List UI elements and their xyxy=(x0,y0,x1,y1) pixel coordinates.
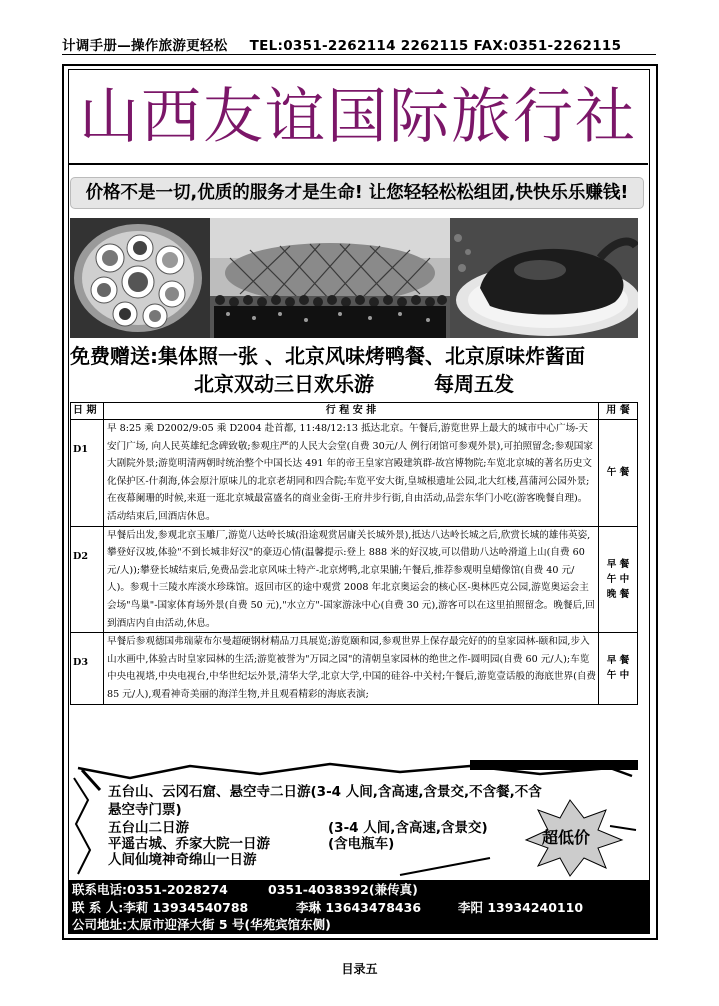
tour-item: 五台山二日游 xyxy=(108,820,189,836)
free-gift-line: 免费赠送:集体照一张 、北京风味烤鸭餐、北京原味炸酱面 xyxy=(70,344,585,368)
day-meal: 早 餐 午 中 xyxy=(599,633,638,704)
header-meal: 用 餐 xyxy=(599,403,638,420)
table-header-row xyxy=(71,403,638,420)
day-meal: 午 餐 xyxy=(599,420,638,527)
tour-item: (3-4 人间,含高速,含景交) xyxy=(328,820,488,836)
day-label: D2 xyxy=(71,526,104,633)
slogan-banner: 价格不是一切,优质的服务才是生命! 让您轻轻松松组团,快快乐乐赚钱! xyxy=(70,177,644,209)
contact-phone-fax: 0351-4038392(兼传真) xyxy=(268,882,418,897)
day-plan: 早餐后参观德国弗瑞蒙布尔曼超硬钢材精品刀具展览;游览颐和园,参观世界上保存最完好的的皇家园林-颐和园,步入山水画中,体验古时皇家园林的生活;游览被誉为"万园之园"的清朝皇家园林的绝世之作-圆明园(自费 60 元/人);车览中央电视塔,中央电视台,中华世纪坛外景,清华大学,北京大学,中国的硅谷-中关村;午餐后,游览壹话般的海底世界(自费 85 元/人),观看神奇美丽的海洋生物,并且观看精彩的海底表演; xyxy=(104,633,599,704)
contact-address: 公司地址:太原市迎泽大街 5 号(华苑宾馆东侧) xyxy=(72,917,331,932)
table-row xyxy=(71,526,638,633)
day-plan: 早 8:25 乘 D2002/9:05 乘 D2004 赴首都, 11:48/12:13 抵达北京。午餐后,游览世界上最大的城市中心广场-天安门广场, 向人民英雄纪念碑致敬;参观庄严的人民大会堂(自费 30元/人 例行闭馆可参观外景),可拍照留念;参观国家大剧院外景;游览明清两朝时统治整个中国长达 491 年的帝王皇家宫殿建筑群-故宫博物院;车览北京城的著名历史文化保护区-什刹海,体会原汁原味儿的北京老胡同和四合院;车览平安大街,皇城根遗址公园,北大红楼,菖蒲河公园外景;在夜幕阑珊的时候,来逛一逛北京城最富盛名的商业金街-王府井步行街,自由活动,品尝东华门小吃(游客晚餐自理)。活动结束后,回酒店休息。 xyxy=(104,420,599,527)
tour-item: 人间仙境神奇绵山一日游 xyxy=(108,852,257,868)
tour-item: 悬空寺门票) xyxy=(108,802,182,818)
tour-item: 平遥古城、乔家大院一日游 xyxy=(108,836,270,852)
header-rule xyxy=(62,54,656,55)
day-label: D1 xyxy=(71,420,104,527)
top-header xyxy=(62,34,656,54)
header-contact: TEL:0351-2262114 2262115 FAX:0351-2262115 xyxy=(249,38,622,54)
route-name: 北京双动三日欢乐游 xyxy=(194,372,374,396)
food-platter-photo xyxy=(70,218,210,338)
roast-duck-photo xyxy=(450,218,638,338)
route-schedule: 每周五发 xyxy=(434,372,514,396)
header-day: 日 期 xyxy=(71,403,104,420)
contact-block xyxy=(68,880,650,934)
low-price-badge: 超低价 xyxy=(542,828,591,847)
contact-person-1: 联 系 人:李莉 13934540788 xyxy=(72,900,249,915)
photo-strip xyxy=(70,218,638,338)
day-meal: 早 餐 午 中 晚 餐 xyxy=(599,526,638,633)
contact-phone: 联系电话:0351-2028274 xyxy=(72,882,228,897)
route-heading xyxy=(70,370,638,398)
table-row xyxy=(71,633,638,704)
contact-person-3: 李阳 13934240110 xyxy=(458,900,584,915)
tour-item: (含电瓶车) xyxy=(328,836,395,852)
header-slogan: 计调手册—操作旅游更轻松 xyxy=(62,38,228,54)
agency-title: 山西友谊国际旅行社 xyxy=(79,82,637,152)
birds-nest-group-photo xyxy=(210,218,450,338)
table-row xyxy=(71,420,638,527)
day-label: D3 xyxy=(71,633,104,704)
header-plan: 行 程 安 排 xyxy=(104,403,599,420)
page-number: 目录五 xyxy=(341,962,378,976)
tour-item: 五台山、云冈石窟、悬空寺二日游(3-4 人间,含高速,含景交,不含餐,不含 xyxy=(108,784,542,800)
day-plan: 早餐后出发,参观北京玉雕厂,游览八达岭长城(沿途观赏居庸关长城外景),抵达八达岭长城之后,欣赏长城的雄伟英姿,攀登好汉坡,体验"不到长城非好汉"的豪迈心情(温馨提示:登上 888 米的好汉坡,可以借助八达岭滑道上山(自费 60 元/人));攀登长城结束后,免费品尝北京风味土特产-北京烤鸭,北京果脯;午餐后,推荐参观明皇蜡像馆(自费 40 元/人)。参观十三陵水库淡水珍珠馆。返回市区的途中观赏 2008 年北京奥运会的核心区-奥林匹克公园,游览奥运会主会场"鸟巢"-国家体育场外景(自费 50 元),"水立方"-国家游泳中心(自费 30 元),游客可以在这里拍照留念。晚餐后,回到酒店内自由活动,休息。 xyxy=(104,526,599,633)
contact-person-2: 李琳 13643478436 xyxy=(296,900,422,915)
tour-promo-area xyxy=(70,760,638,880)
itinerary-table xyxy=(70,402,638,705)
title-divider xyxy=(68,163,648,165)
